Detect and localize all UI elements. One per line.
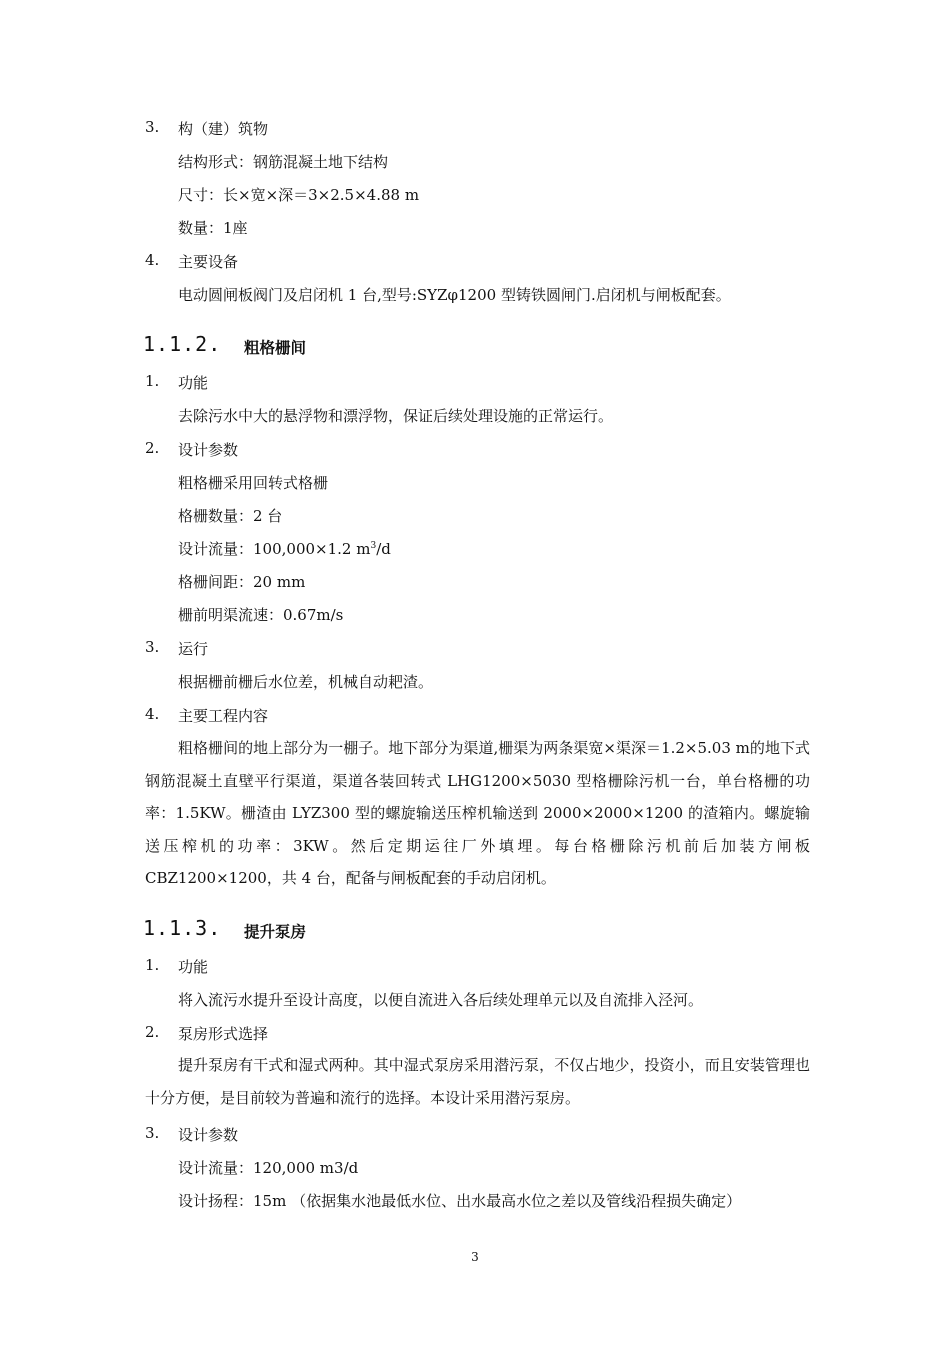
page-number: 3 xyxy=(471,1250,479,1264)
body-line: 粗格栅采用回转式格栅 xyxy=(178,474,329,492)
item-number: 2. xyxy=(145,439,160,457)
body-line: 尺寸：长×宽×深＝3×2.5×4.88 m xyxy=(178,186,420,204)
body-paragraph: 粗格栅间的地上部分为一棚子。地下部分为渠道,栅渠为两条渠宽×渠深＝1.2×5.03 m的地下式钢筋混凝土直壁平行渠道，渠道各装回转式 LHG1200×5030 型格栅除污机一台，单台格栅的功率：1.5KW。栅渣由 LYZ300 型的螺旋输送压榨机输送到 2000×2000×1200 的渣箱内。螺旋输送压榨机的功率：3KW。然后定期运往厂外填埋。每台格栅除污机前后加装方闸板 CBZ1200×1200，共 4 台，配备与闸板配套的手动启闭机。 xyxy=(145,739,810,887)
body-line: 去除污水中大的悬浮物和漂浮物，保证后续处理设施的正常运行。 xyxy=(178,407,614,425)
section-number: 1.1.3. xyxy=(143,916,222,940)
body-line: 数量：1座 xyxy=(178,219,248,237)
body-line: 结构形式：钢筋混凝土地下结构 xyxy=(178,153,389,171)
item-number: 4. xyxy=(145,705,160,723)
item-title: 主要设备 xyxy=(178,253,239,271)
item-number: 1. xyxy=(145,372,160,390)
body-line: 电动圆闸板阀门及启闭机 1 台,型号:SYZφ1200 型铸铁圆闸门.启闭机与闸板配套。 xyxy=(178,286,731,304)
design-flow-text: 设计流量：100,000×1.2 m xyxy=(178,540,371,558)
item-title: 功能 xyxy=(178,958,209,976)
flow-unit: /d xyxy=(376,540,391,558)
body-line: 将入流污水提升至设计高度，以便自流进入各后续处理单元以及自流排入泾河。 xyxy=(178,991,704,1009)
body-line: 设计扬程：15m （依据集水池最低水位、出水最高水位之差以及管线沿程损失确定） xyxy=(178,1192,742,1210)
item-number: 3. xyxy=(145,118,160,136)
item-number: 4. xyxy=(145,251,160,269)
section-title: 粗格栅间 xyxy=(244,339,307,357)
item-number: 3. xyxy=(145,638,160,656)
item-title: 构（建）筑物 xyxy=(178,120,269,138)
section-number: 1.1.2. xyxy=(143,332,222,356)
body-line: 栅前明渠流速：0.67m/s xyxy=(178,606,344,624)
item-number: 1. xyxy=(145,956,160,974)
body-line: 格栅数量：2 台 xyxy=(178,507,283,525)
item-title: 设计参数 xyxy=(178,1126,239,1144)
body-line: 设计流量：120,000 m3/d xyxy=(178,1159,359,1177)
section-title: 提升泵房 xyxy=(244,923,307,941)
item-title: 设计参数 xyxy=(178,441,239,459)
item-number: 3. xyxy=(145,1124,160,1142)
design-flow-line xyxy=(178,538,391,559)
item-title: 运行 xyxy=(178,640,209,658)
item-number: 2. xyxy=(145,1023,160,1041)
item-title: 主要工程内容 xyxy=(178,707,269,725)
body-paragraph: 提升泵房有干式和湿式两种。其中湿式泵房采用潜污泵，不仅占地少，投资小，而且安装管理也十分方便，是目前较为普遍和流行的选择。本设计采用潜污泵房。 xyxy=(145,1056,810,1107)
body-line: 根据栅前栅后水位差，机械自动耙渣。 xyxy=(178,673,434,691)
superscript: 3 xyxy=(370,541,377,551)
body-line: 格栅间距：20 mm xyxy=(178,573,306,591)
item-title: 泵房形式选择 xyxy=(178,1025,269,1043)
item-title: 功能 xyxy=(178,374,209,392)
